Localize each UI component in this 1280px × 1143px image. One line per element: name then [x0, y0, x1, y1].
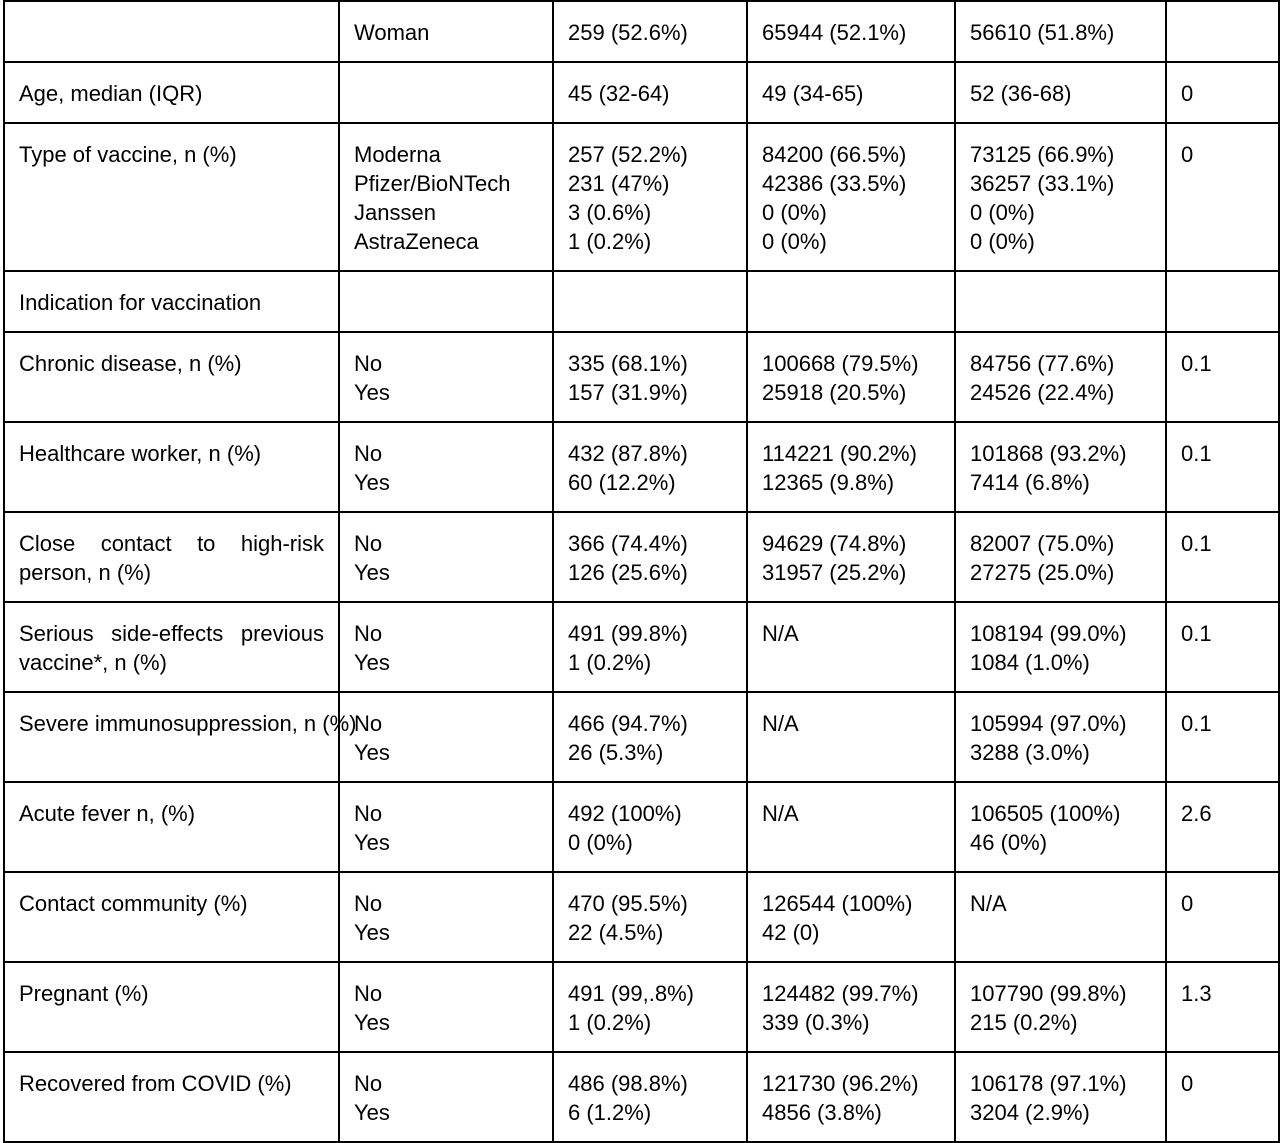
- group-3-value: 108194 (99.0%): [970, 621, 1127, 646]
- category: Yes: [354, 380, 390, 405]
- group-2-value-cell: [747, 332, 955, 422]
- group-2-value-cell: [747, 1, 955, 62]
- category-cell: [339, 782, 553, 872]
- category: No: [354, 711, 383, 736]
- missing-value: 0: [1181, 1071, 1194, 1096]
- group-1-value: 432 (87.8%): [568, 441, 688, 466]
- group-1-value: 491 (99.8%): [568, 621, 688, 646]
- group-2-value-cell: [747, 422, 955, 512]
- category: No: [354, 891, 383, 916]
- group-1-value: 1 (0.2%): [568, 229, 652, 254]
- missing-value: 1.3: [1181, 981, 1212, 1006]
- group-3-value: 24526 (22.4%): [970, 380, 1115, 405]
- group-2-value: 49 (34-65): [762, 81, 864, 106]
- missing-value: 0: [1181, 891, 1194, 916]
- group-2-value: N/A: [762, 621, 799, 646]
- group-2-value-cell: [747, 962, 955, 1052]
- table-row: [4, 332, 1279, 422]
- row-label-cell: [4, 962, 339, 1052]
- group-1-value: 22 (4.5%): [568, 920, 664, 945]
- group-1-value-cell: [553, 332, 747, 422]
- group-1-value: 3 (0.6%): [568, 200, 652, 225]
- group-3-value-cell: [955, 1, 1166, 62]
- category: No: [354, 621, 383, 646]
- row-label: Acute fever n, (%): [19, 801, 196, 826]
- group-2-value-cell: [747, 872, 955, 962]
- group-3-value: 105994 (97.0%): [970, 711, 1127, 736]
- group-3-value: 101868 (93.2%): [970, 441, 1127, 466]
- group-3-value-cell: [955, 422, 1166, 512]
- group-2-value: N/A: [762, 711, 799, 736]
- characteristics-table: [3, 0, 1280, 1143]
- group-3-value: N/A: [970, 891, 1007, 916]
- table-row: [4, 692, 1279, 782]
- row-label-cell: [4, 332, 339, 422]
- group-1-value: 1 (0.2%): [568, 650, 652, 675]
- category: Yes: [354, 740, 390, 765]
- group-2-value: N/A: [762, 801, 799, 826]
- group-2-value: 4856 (3.8%): [762, 1100, 882, 1125]
- missing-cell: [1166, 123, 1279, 271]
- group-1-value: 492 (100%): [568, 801, 682, 826]
- row-label: Recovered from COVID (%): [19, 1071, 292, 1096]
- category: Janssen: [354, 200, 436, 225]
- row-label-cell: [4, 422, 339, 512]
- missing-cell: [1166, 872, 1279, 962]
- group-2-value: 42386 (33.5%): [762, 171, 907, 196]
- row-label-cell: [4, 512, 339, 602]
- group-1-value: 231 (47%): [568, 171, 670, 196]
- group-3-value-cell: [955, 271, 1166, 332]
- table-row: [4, 422, 1279, 512]
- group-1-value: 45 (32-64): [568, 81, 670, 106]
- row-label: Healthcare worker, n (%): [19, 441, 262, 466]
- missing-value: 0.1: [1181, 711, 1212, 736]
- category-cell: [339, 962, 553, 1052]
- table-row: [4, 962, 1279, 1052]
- row-label: Indication for vaccination: [19, 290, 262, 315]
- category: Moderna: [354, 142, 441, 167]
- group-3-value: 52 (36-68): [970, 81, 1072, 106]
- table-row: [4, 1, 1279, 62]
- group-3-value: 1084 (1.0%): [970, 650, 1090, 675]
- group-3-value-cell: [955, 692, 1166, 782]
- category: No: [354, 801, 383, 826]
- row-label-cell: [4, 62, 339, 123]
- missing-cell: [1166, 692, 1279, 782]
- group-1-value: 486 (98.8%): [568, 1071, 688, 1096]
- group-1-value: 259 (52.6%): [568, 20, 688, 45]
- group-3-value-cell: [955, 1052, 1166, 1142]
- group-2-value-cell: [747, 1052, 955, 1142]
- missing-cell: [1166, 271, 1279, 332]
- group-3-value: 3204 (2.9%): [970, 1100, 1090, 1125]
- group-3-value-cell: [955, 962, 1166, 1052]
- group-1-value-cell: [553, 512, 747, 602]
- table-row: [4, 782, 1279, 872]
- category: Yes: [354, 920, 390, 945]
- row-label: Contact community (%): [19, 891, 248, 916]
- table-row: [4, 872, 1279, 962]
- row-label-cell: [4, 1, 339, 62]
- group-1-value-cell: [553, 62, 747, 123]
- group-1-value-cell: [553, 692, 747, 782]
- category: No: [354, 531, 383, 556]
- category-cell: [339, 62, 553, 123]
- category: No: [354, 981, 383, 1006]
- group-3-value: 73125 (66.9%): [970, 142, 1115, 167]
- row-label-cell: [4, 602, 339, 692]
- table-row: [4, 512, 1279, 602]
- group-1-value-cell: [553, 962, 747, 1052]
- group-3-value: 106178 (97.1%): [970, 1071, 1127, 1096]
- category: Yes: [354, 470, 390, 495]
- group-2-value: 114221 (90.2%): [762, 441, 917, 466]
- missing-cell: [1166, 332, 1279, 422]
- group-2-value: 124482 (99.7%): [762, 981, 919, 1006]
- group-2-value: 31957 (25.2%): [762, 560, 907, 585]
- group-2-value: 42 (0): [762, 920, 820, 945]
- row-label: Age, median (IQR): [19, 81, 203, 106]
- group-1-value: 257 (52.2%): [568, 142, 688, 167]
- missing-value: 0.1: [1181, 441, 1212, 466]
- group-3-value-cell: [955, 332, 1166, 422]
- group-1-value: 491 (99,.8%): [568, 981, 694, 1006]
- group-3-value: 84756 (77.6%): [970, 351, 1115, 376]
- group-1-value: 6 (1.2%): [568, 1100, 652, 1125]
- group-2-value-cell: [747, 602, 955, 692]
- group-2-value-cell: [747, 271, 955, 332]
- missing-cell: [1166, 1, 1279, 62]
- group-3-value: 106505 (100%): [970, 801, 1121, 826]
- table-row: [4, 123, 1279, 271]
- category-cell: [339, 123, 553, 271]
- group-1-value: 126 (25.6%): [568, 560, 688, 585]
- row-label-cell: [4, 123, 339, 271]
- missing-cell: [1166, 962, 1279, 1052]
- category: Yes: [354, 650, 390, 675]
- group-1-value: 366 (74.4%): [568, 531, 688, 556]
- missing-cell: [1166, 62, 1279, 123]
- missing-cell: [1166, 512, 1279, 602]
- category: Pfizer/BioNTech: [354, 171, 511, 196]
- missing-cell: [1166, 1052, 1279, 1142]
- category-cell: [339, 1052, 553, 1142]
- group-1-value: 26 (5.3%): [568, 740, 664, 765]
- table-row: [4, 602, 1279, 692]
- group-1-value-cell: [553, 422, 747, 512]
- table-row: [4, 271, 1279, 332]
- category: AstraZeneca: [354, 229, 479, 254]
- group-1-value: 60 (12.2%): [568, 470, 676, 495]
- group-2-value: 121730 (96.2%): [762, 1071, 919, 1096]
- category: No: [354, 1071, 383, 1096]
- group-3-value: 56610 (51.8%): [970, 20, 1115, 45]
- category-cell: [339, 512, 553, 602]
- group-1-value: 0 (0%): [568, 830, 633, 855]
- row-label: Chronic disease, n (%): [19, 351, 242, 376]
- category-cell: [339, 271, 553, 332]
- category: Yes: [354, 830, 390, 855]
- group-2-value: 65944 (52.1%): [762, 20, 907, 45]
- group-3-value: 7414 (6.8%): [970, 470, 1090, 495]
- group-3-value: 82007 (75.0%): [970, 531, 1115, 556]
- category-cell: [339, 1, 553, 62]
- group-2-value-cell: [747, 512, 955, 602]
- group-2-value: 0 (0%): [762, 229, 827, 254]
- group-2-value: 100668 (79.5%): [762, 351, 919, 376]
- table-row: [4, 62, 1279, 123]
- group-2-value: 12365 (9.8%): [762, 470, 895, 495]
- row-label: Pregnant (%): [19, 981, 149, 1006]
- group-2-value-cell: [747, 123, 955, 271]
- missing-value: 0: [1181, 81, 1194, 106]
- row-label-cell: [4, 271, 339, 332]
- group-2-value-cell: [747, 62, 955, 123]
- missing-value: 2.6: [1181, 801, 1212, 826]
- group-2-value: 126544 (100%): [762, 891, 913, 916]
- category-cell: [339, 872, 553, 962]
- group-3-value-cell: [955, 782, 1166, 872]
- group-2-value-cell: [747, 782, 955, 872]
- category: Yes: [354, 1010, 390, 1035]
- group-3-value: 46 (0%): [970, 830, 1048, 855]
- group-1-value: 1 (0.2%): [568, 1010, 652, 1035]
- group-2-value: 339 (0.3%): [762, 1010, 870, 1035]
- missing-cell: [1166, 422, 1279, 512]
- missing-value: 0.1: [1181, 351, 1212, 376]
- category: Yes: [354, 560, 390, 585]
- category-cell: [339, 422, 553, 512]
- row-label: Close contact to high-risk person, n (%): [19, 531, 324, 585]
- group-1-value-cell: [553, 1052, 747, 1142]
- group-2-value: 25918 (20.5%): [762, 380, 907, 405]
- missing-value: 0: [1181, 142, 1194, 167]
- group-3-value: 0 (0%): [970, 200, 1035, 225]
- row-label: Severe immunosuppression, n (%): [19, 711, 357, 736]
- category-cell: [339, 602, 553, 692]
- group-3-value: 215 (0.2%): [970, 1010, 1078, 1035]
- group-2-value: 0 (0%): [762, 200, 827, 225]
- row-label-cell: [4, 692, 357, 782]
- missing-cell: [1166, 602, 1279, 692]
- group-3-value: 107790 (99.8%): [970, 981, 1127, 1006]
- group-3-value-cell: [955, 602, 1166, 692]
- category: Woman: [354, 20, 430, 45]
- group-1-value-cell: [553, 271, 747, 332]
- group-1-value: 335 (68.1%): [568, 351, 688, 376]
- group-2-value: 84200 (66.5%): [762, 142, 907, 167]
- missing-cell: [1166, 782, 1279, 872]
- group-1-value-cell: [553, 872, 747, 962]
- group-3-value-cell: [955, 123, 1166, 271]
- row-label-cell: [4, 782, 339, 872]
- group-1-value: 466 (94.7%): [568, 711, 688, 736]
- category: Yes: [354, 1100, 390, 1125]
- group-1-value-cell: [553, 782, 747, 872]
- row-label: Type of vaccine, n (%): [19, 142, 237, 167]
- group-1-value-cell: [553, 602, 747, 692]
- table-body: [4, 1, 1279, 1142]
- row-label-cell: [4, 1052, 339, 1142]
- group-3-value: 27275 (25.0%): [970, 560, 1115, 585]
- category-cell: [339, 332, 553, 422]
- missing-value: 0.1: [1181, 621, 1212, 646]
- group-3-value-cell: [955, 512, 1166, 602]
- category: No: [354, 351, 383, 376]
- category: No: [354, 441, 383, 466]
- missing-value: 0.1: [1181, 531, 1212, 556]
- group-3-value-cell: [955, 872, 1166, 962]
- row-label-cell: [4, 872, 339, 962]
- group-3-value-cell: [955, 62, 1166, 123]
- group-2-value: 94629 (74.8%): [762, 531, 907, 556]
- row-label: Serious side-effects previous vaccine*, n (%): [19, 621, 324, 675]
- group-1-value-cell: [553, 123, 747, 271]
- category-cell: [339, 692, 553, 782]
- group-1-value-cell: [553, 1, 747, 62]
- group-1-value: 157 (31.9%): [568, 380, 688, 405]
- table-row: [4, 1052, 1279, 1142]
- group-3-value: 0 (0%): [970, 229, 1035, 254]
- group-3-value: 3288 (3.0%): [970, 740, 1090, 765]
- group-3-value: 36257 (33.1%): [970, 171, 1115, 196]
- group-2-value-cell: [747, 692, 955, 782]
- group-1-value: 470 (95.5%): [568, 891, 688, 916]
